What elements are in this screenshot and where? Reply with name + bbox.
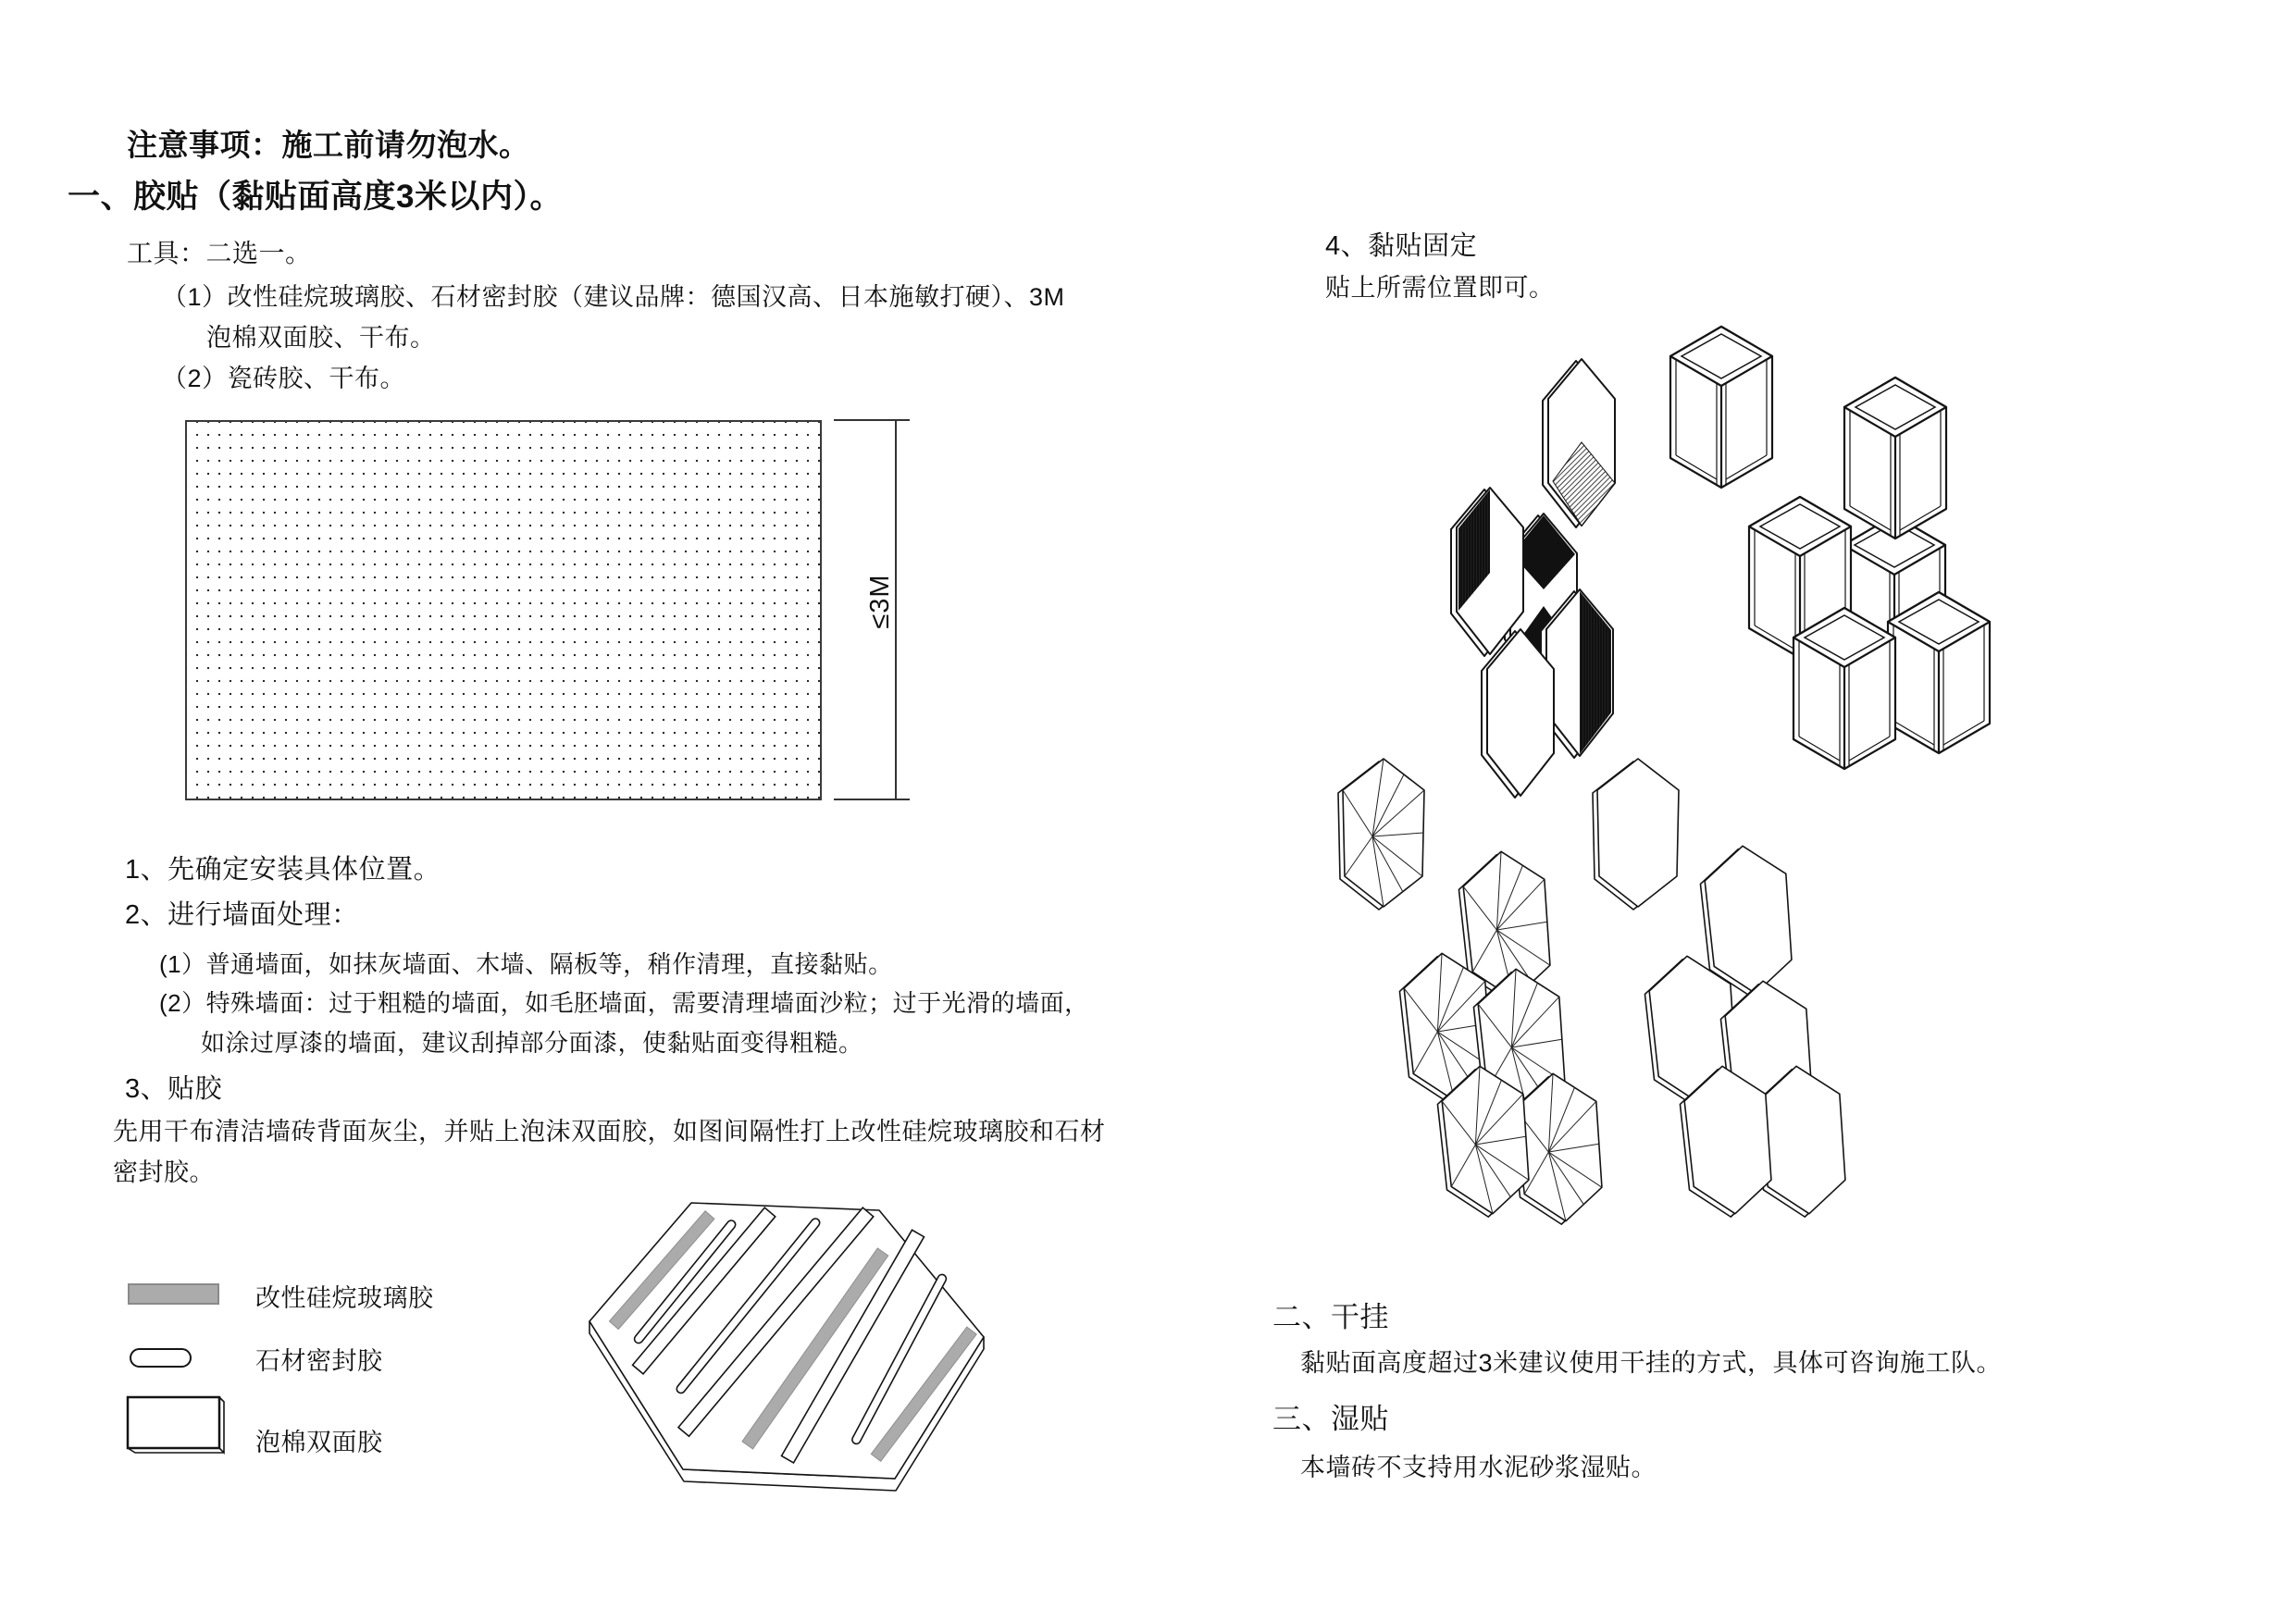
- dimension-tick-top: [834, 419, 910, 421]
- section2-body: 黏贴面高度超过3米建议使用干挂的方式，具体可咨询施工队。: [1300, 1349, 2003, 1377]
- tools-heading: 工具：二选一。: [127, 239, 312, 267]
- section3-body: 本墙砖不支持用水泥砂浆湿贴。: [1300, 1454, 1657, 1481]
- legend-swatch-silane-glue: [128, 1283, 219, 1305]
- cube-frames-cluster-diagram: [1721, 356, 1999, 777]
- wall-panel-diagram: [185, 420, 822, 800]
- legend-label-stone-sealant: 石材密封胶: [255, 1347, 383, 1375]
- dark-hatched-face: [1580, 591, 1611, 754]
- step3-line1: 先用干布清洁墙砖背面灰尘，并贴上泡沫双面胶，如图间隔性打上改性硅烷玻璃胶和石材: [113, 1118, 1106, 1146]
- dimension-line: [895, 420, 897, 800]
- step1-text: 1、先确定安装具体位置。: [125, 855, 441, 885]
- notice-text: 注意事项：施工前请勿泡水。: [127, 128, 530, 162]
- tile-back-adhesive-diagram: [555, 1166, 1018, 1573]
- step4-title: 4、黏贴固定: [1325, 231, 1478, 261]
- step3-line2: 密封胶。: [113, 1158, 215, 1186]
- section1-title: 一、胶贴（黏贴面高度3米以内）。: [68, 179, 563, 215]
- step2-sub2-line2: 如涂过厚漆的墙面，建议刮掉部分面漆，使黏贴面变得粗糙。: [201, 1029, 863, 1057]
- step4-body: 贴上所需位置即可。: [1325, 274, 1555, 302]
- step2-sub1-text: (1）普通墙面，如抹灰墙面、木墙、隔板等，稍作清理，直接黏贴。: [159, 950, 893, 978]
- faceted-hexagon-tile: [1338, 759, 1424, 910]
- legend-swatch-stone-sealant: [130, 1348, 192, 1368]
- faceted-hexagon-cluster-diagram: [1384, 833, 1620, 1226]
- wall-height-label: ≤3M: [865, 574, 895, 629]
- step3-title: 3、贴胶: [125, 1074, 223, 1104]
- legend-swatch-foam-tape: [126, 1395, 232, 1458]
- step2-sub2-line1: (2）特殊墙面：过于粗糙的墙面，如毛胚墙面，需要清理墙面沙粒；过于光滑的墙面，: [159, 989, 1089, 1017]
- cube-frame: [1670, 327, 1772, 488]
- tool-option2: （2）瓷砖胶、干布。: [162, 365, 406, 392]
- step2-text: 2、进行墙面处理：: [125, 900, 359, 930]
- legend-label-silane-glue: 改性硅烷玻璃胶: [255, 1284, 434, 1312]
- glued-tiles-cluster-diagram: [1425, 352, 1647, 805]
- section3-title: 三、湿贴: [1272, 1403, 1389, 1435]
- dimension-tick-bottom: [834, 799, 910, 800]
- tool-option1-line2: 泡棉双面胶、干布。: [206, 324, 436, 352]
- legend-label-foam-tape: 泡棉双面胶: [255, 1429, 383, 1456]
- glued-tile-top: [1543, 359, 1615, 527]
- plain-hexagon-cluster-diagram: [1638, 833, 1860, 1226]
- section2-title: 二、干挂: [1272, 1301, 1389, 1333]
- tool-option1-line1: （1）改性硅烷玻璃胶、石材密封胶（建议品牌：德国汉高、日本施敏打硬）、3M: [162, 283, 1065, 311]
